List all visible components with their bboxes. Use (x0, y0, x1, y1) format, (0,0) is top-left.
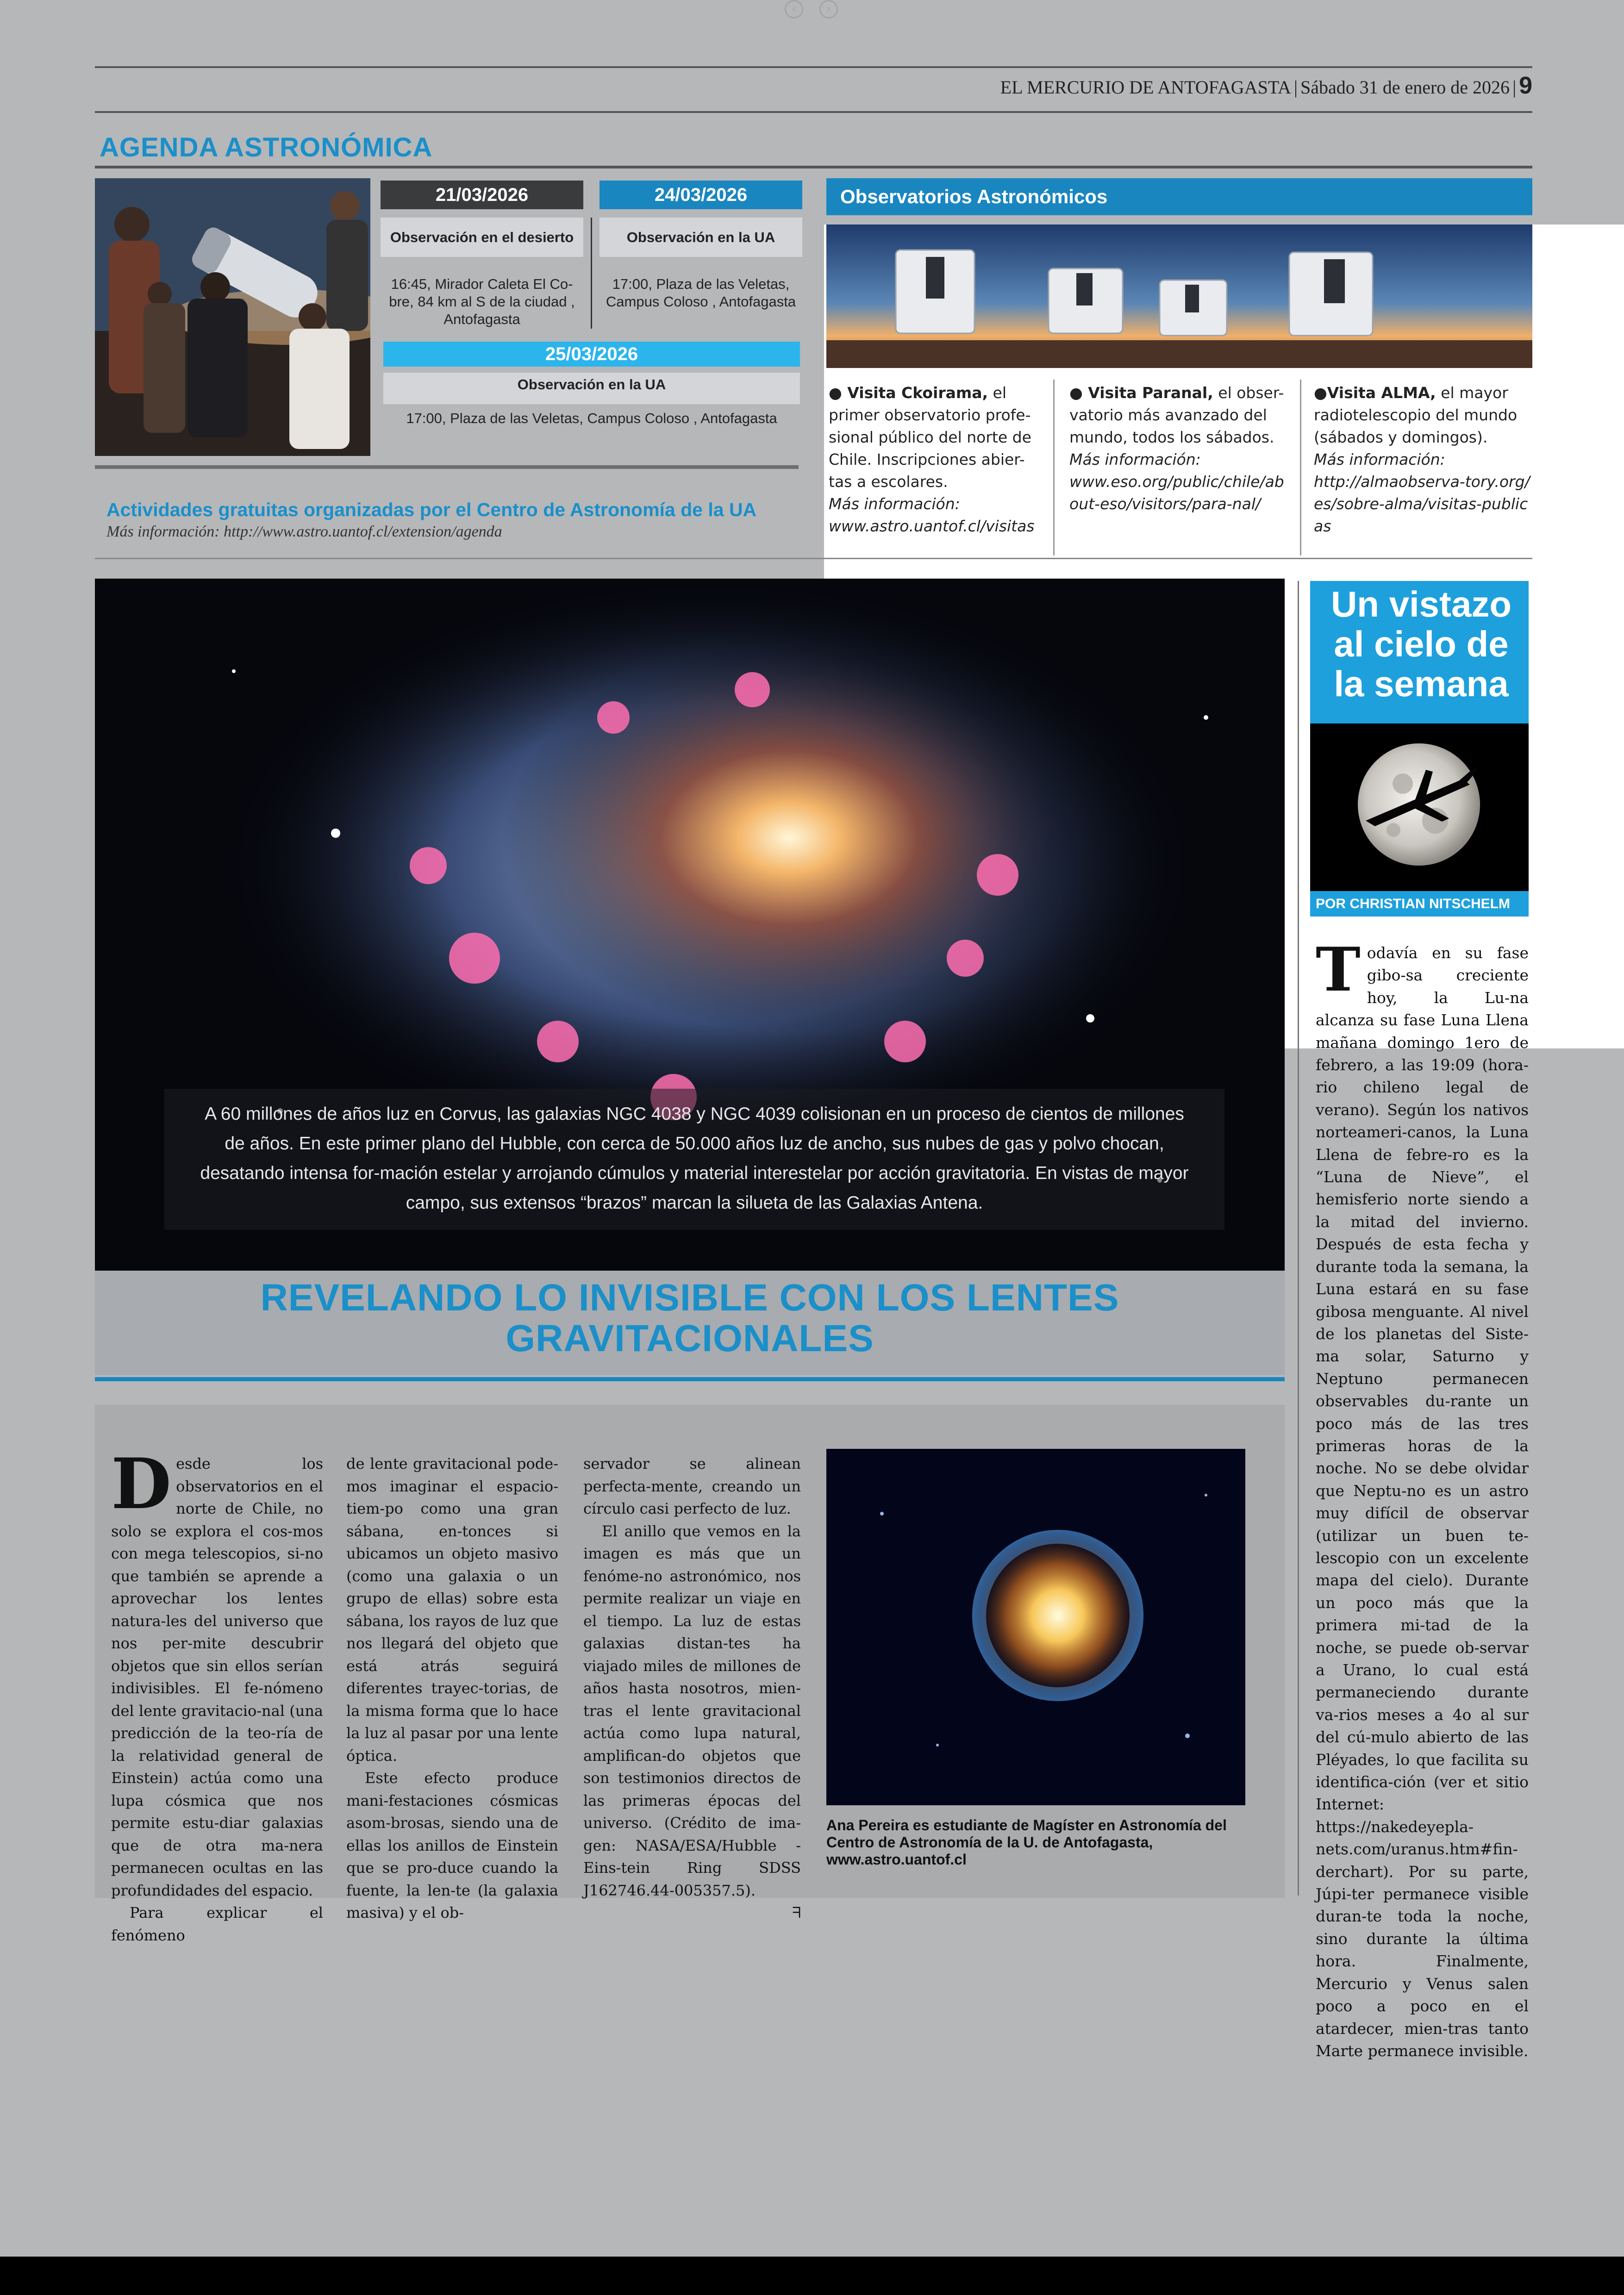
article-dropcap: D (111, 1443, 172, 1525)
event-1-date: 21/03/2026 (381, 181, 583, 209)
article-column-2 (346, 1453, 558, 1924)
headline-line-2: GRAVITACIONALES (506, 1317, 874, 1360)
page-number: 9 (1519, 72, 1532, 99)
sidebar-title-line-2: al cielo de (1334, 624, 1509, 664)
article-col1-p2: Para explicar el fenómeno (111, 1904, 323, 1944)
article-col1-p1: esde los observatorios en el norte de Chile, no solo se explora el cos-mos con mega telescopios, si-no que también se aprende a aprovechar los lentes natura-les del universo que nos per-mite descubrir objetos que sin ellos serían indivisibles. El fe-nómeno del lente gravitacio-nal (una predicción de la teo-ría de la relatividad general de Einstein) actúa como una lupa cósmica que nos permite estu-diar galaxias que de otra ma-nera permanecen ocultas en las profundidades del espacio. (111, 1455, 323, 1899)
visit-ckoirama-more: Más información: (829, 495, 960, 513)
end-mark: ᖷ (792, 1904, 801, 1921)
visit-ckoirama: ● Visita Ckoirama, el primer observatorio profe-sional público del norte de Chile. Inscripciones abier-tas a escolares. Más información: www.astro.uantof.cl/visitas (829, 384, 1035, 535)
agenda-bottom-rule (95, 465, 799, 469)
visit-ckoirama-text: el primer observatorio profe-sional público del norte de Chile. Inscripciones abier-tas a escolares. (829, 384, 1031, 491)
issue-date: Sábado 31 de enero de 2026 (1300, 77, 1510, 98)
einstein-ring-photo (826, 1449, 1245, 1805)
visit-divider-2 (1300, 380, 1301, 555)
event-1-desc: 16:45, Mirador Caleta El Co- bre, 84 km al S de la ciudad , Antofagasta (389, 276, 575, 327)
article-col2-p1: de lente gravitacional pode-mos imaginar el espacio-tiem-po como una gran sábana, en-tonces si ubicamos un objeto masivo (como una galaxia o un grupo de ellas) sobre esta sábana, los rayos de luz que nos llegará del objeto que está atrás seguirá diferentes trayec-torias, de la misma forma que lo hace la luz al pasar por una lente óptica. (346, 1455, 558, 1765)
event-3-title: Observación en la UA (383, 373, 800, 404)
event-2-date: 24/03/2026 (600, 181, 802, 209)
article-column-3 (583, 1453, 801, 1924)
visit-paranal-url[interactable]: www.eso.org/public/chile/about-eso/visitors/para-nal/ (1069, 473, 1284, 513)
moon-airplane-photo (1310, 723, 1529, 891)
article-column-1 (111, 1443, 323, 1946)
activities-rule (95, 558, 1532, 559)
masthead-rule (95, 111, 1532, 113)
visit-alma-more: Más información: (1314, 450, 1445, 468)
article-col3-p2: El anillo que vemos en la imagen es más que un fenóme-no astronómico, nos permite realizar un viaje en el tiempo. La luz de estas galaxias distan-tes ha viajado miles de millones de años hasta nosotros, mien-tras el lente gravitacional actúa como lupa natural, amplifican-do objetos que son testimonios directos de las primeras épocas del universo. (Crédito de ima-gen: NASA/ESA/Hubble - Eins-tein Ring SDSS J162746.44-005357.5). (583, 1522, 801, 1899)
sidebar-body: odavía en su fase gibo-sa creciente hoy, la Lu-na alcanza su fase Luna Llena mañana domingo 1ero de febrero, a las 19:09 (hora-rio chileno legal de verano). Según los nativos norteameri-canos, la Luna Llena de febre-ro es la “Luna de Nieve”, el hemisferio norte siendo a la mitad del invierno. Después de esta fecha y durante toda la semana, la Luna estará en su fase gibosa menguante. Al nivel de los planetas del Siste-ma solar, Saturno y Neptuno permanecen observables du-rante un poco más de las tres primeras horas de la noche. No se debe olvidar que Neptu-no es un astro muy difícil de observar (utilizar un buen te-lescopio con un excelente mapa del cielo). Durante un poco más que la primera mi-tad de la noche, se puede ob-servar a Urano, lo cual está permaneciendo durante va-rios meses a 4o al sur del cú-mulo abierto de las Pléyades, lo que facilita su identifica-ción (ver et sitio Internet: https://nakedeyepla-nets.com/uranus.htm#fin-derchart). Por su parte, Júpi-ter permanece visible duran-te toda la noche, sino durante la última hora. Finalmente, Mercurio y Venus salen poco a poco en el atardecer, mien-tras tanto Marte permanece invisible. (1316, 944, 1529, 2060)
visit-alma-url[interactable]: http://almaobserva-tory.org/es/sobre-alma/visitas-publicas (1314, 473, 1530, 535)
visit-alma-name: Visita ALMA, (1327, 384, 1436, 402)
sidebar-title (1315, 584, 1528, 704)
event-3-date: 25/03/2026 (383, 342, 800, 367)
observatory-photo (826, 225, 1532, 368)
sidebar-title-line-3: la semana (1334, 663, 1509, 704)
next-page-icon[interactable]: › (819, 0, 838, 19)
sidebar-dropcap: T (1316, 934, 1361, 1005)
agenda-title: AGENDA ASTRONÓMICA (100, 132, 433, 162)
visit-paranal-name: Visita Paranal, (1088, 384, 1213, 402)
agenda-rule (95, 166, 1532, 168)
sidebar-text (1316, 934, 1529, 2062)
visit-alma: ●Visita ALMA, el mayor radiotelescopio del mundo (sábados y domingos). Más información: http://almaobserva-tory.org/es/sobre-alma/visitas-publicas (1314, 384, 1530, 535)
bottom-bar (0, 2257, 1624, 2295)
event-divider (591, 218, 592, 329)
article-col3-p1: servador se alinean perfecta-mente, creando un círculo casi perfecto de luz. (583, 1455, 801, 1517)
sidebar-title-line-1: Un vistazo (1330, 584, 1512, 624)
headline-rule (95, 1377, 1285, 1381)
article-headline (95, 1278, 1285, 1359)
event-3-desc: 17:00, Plaza de las Veletas, Campus Coloso , Antofagasta (406, 410, 777, 426)
visit-alma-text: el mayor radiotelescopio del mundo (sábados y domingos). (1314, 384, 1518, 446)
visit-paranal-text: el obser-vatorio más avanzado del mundo, todos los sábados. (1069, 384, 1284, 446)
event-1-title: Observación en el desierto (381, 218, 583, 257)
telescope-photo (95, 178, 370, 456)
prev-page-icon[interactable]: ‹ (785, 0, 803, 19)
visit-paranal-more: Más información: (1069, 450, 1201, 468)
event-2-desc: 17:00, Plaza de las Veletas, Campus Coloso , Antofagasta (606, 276, 796, 310)
event-2-title: Observación en la UA (600, 218, 802, 257)
galaxy-caption: A 60 millones de años luz en Corvus, las galaxias NGC 4038 y NGC 4039 colisionan en un proceso de cientos de millones de años. En este primer plano del Hubble, con cerca de 50.000 años luz de ancho, sus nubes de gas y polvo chocan, desatando intensa for-mación estelar y arrojando cúmulos y material interestelar por acción gravitatoria. En vistas de mayor campo, sus extensos “brazos” marcan la silueta de las Galaxias Antena. (200, 1104, 1189, 1213)
sidebar-byline: POR CHRISTIAN NITSCHELM (1310, 891, 1529, 917)
sidebar-divider (1298, 581, 1299, 1896)
top-rule (95, 66, 1532, 68)
activities-title: Actividades gratuitas organizadas por el Centro de Astronomía de la UA (106, 499, 757, 520)
observatories-title: Observatorios Astronómicos (826, 178, 1532, 215)
masthead: EL MERCURIO DE ANTOFAGASTA | Sábado 31 de enero de 2026 | 9 (1000, 72, 1532, 99)
newspaper-name: EL MERCURIO DE ANTOFAGASTA (1000, 77, 1291, 98)
visit-divider-1 (1053, 380, 1055, 555)
visit-ckoirama-name: Visita Ckoirama, (847, 384, 988, 402)
author-bio: Ana Pereira es estudiante de Magíster en Astronomía del Centro de Astronomía de la U. de Antofagasta, www.astro.uantof.cl (826, 1817, 1227, 1868)
activities-more-info[interactable]: Más información: http://www.astro.uantof.cl/extension/agenda (106, 523, 502, 540)
headline-line-1: REVELANDO LO INVISIBLE CON LOS LENTES (260, 1277, 1119, 1319)
article-col2-p2: Este efecto produce mani-festaciones cósmicas asom-brosas, siendo una de ellas los anillos de Einstein que se pro-duce cuando la fuente, la len-te (la galaxia masiva) y el ob- (346, 1769, 558, 1921)
visit-ckoirama-url[interactable]: www.astro.uantof.cl/visitas (829, 517, 1035, 535)
visit-paranal: ● Visita Paranal, el obser-vatorio más avanzado del mundo, todos los sábados. Más información: www.eso.org/public/chile/about-eso/visitors/para-nal/ (1069, 384, 1284, 513)
